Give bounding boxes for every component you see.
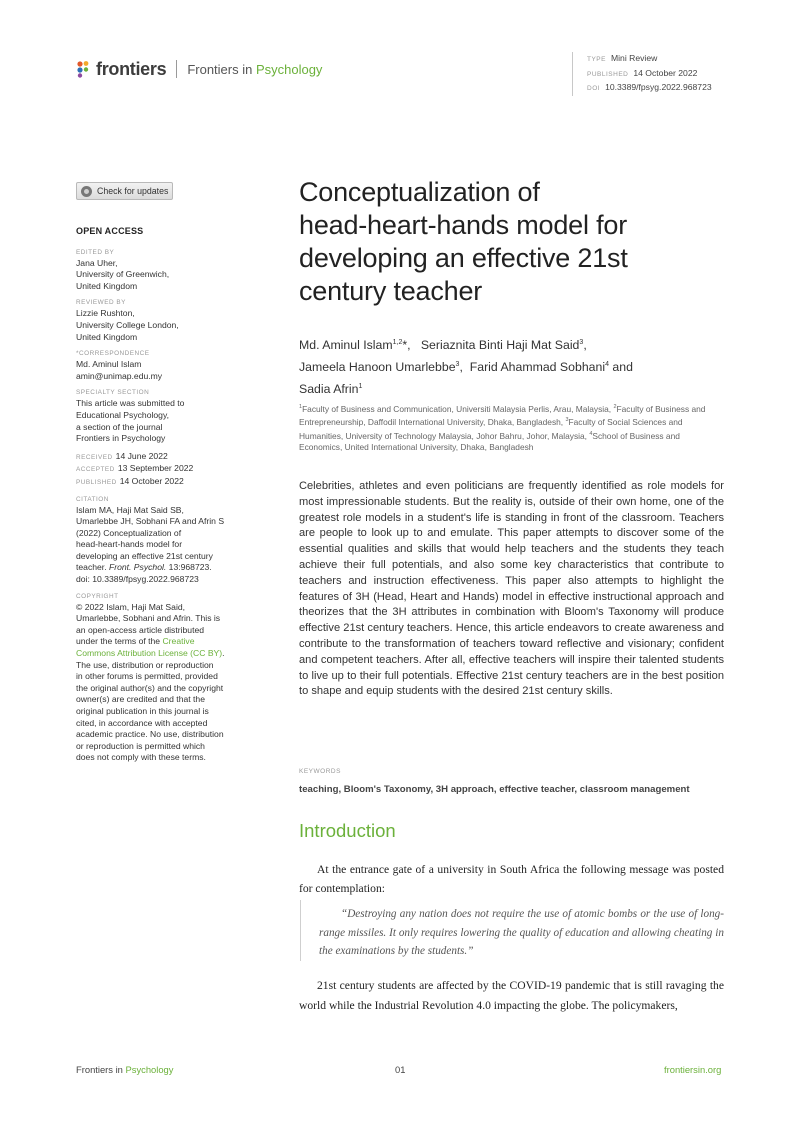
meta-doi-label: DOI <box>587 85 601 92</box>
citation-line: developing an effective 21st century <box>76 550 213 561</box>
author[interactable] <box>299 338 407 352</box>
author-name: Jameela Hanoon Umarlebbe <box>299 360 456 375</box>
article-meta <box>572 52 712 96</box>
meta-type-label: TYPE <box>587 56 606 63</box>
author[interactable] <box>299 360 459 374</box>
title-line: head-heart-hands model for <box>299 210 628 240</box>
crossmark-icon <box>81 186 92 197</box>
correspondence-label: *CORRESPONDENCE <box>76 350 150 358</box>
article-title <box>299 176 739 308</box>
meta-published-label: PUBLISHED <box>587 70 629 78</box>
meta-doi <box>587 81 712 96</box>
citation-label: CITATION <box>76 495 109 503</box>
edited-by <box>76 248 254 293</box>
open-access-label: OPEN ACCESS <box>76 226 144 236</box>
title-line: Conceptualization of <box>299 177 540 207</box>
quote-text: “Destroying any nation does not require the use of atomic bombs or the use of long-range missiles. It only requires lowering the quality of education and allowing cheating in the examinations by the students.” <box>319 908 724 957</box>
footer-journal-field: Psychology <box>125 1064 174 1075</box>
meta-published <box>587 67 712 82</box>
published-value: 14 October 2022 <box>119 475 184 486</box>
copyright-line: the original author(s) and the copyright <box>76 682 224 693</box>
author-sep: , <box>583 338 587 353</box>
citation-post: 13:968723. <box>166 562 212 573</box>
article-dates <box>76 451 254 489</box>
editor-line: Jana Uher, <box>76 257 118 268</box>
author[interactable] <box>421 338 583 352</box>
accepted-label: ACCEPTED <box>76 466 115 474</box>
journal-logo <box>75 58 322 80</box>
accepted-date <box>76 463 254 476</box>
specialty-line: Frontiers in Psychology <box>76 433 166 444</box>
affiliation: Faculty of Business and Entrepreneurship, Daffodil International University, Dhaka, Bangladesh, <box>299 403 706 428</box>
sidebar <box>76 226 254 766</box>
citation-line: head-heart-hands model for <box>76 539 183 550</box>
received-label: RECEIVED <box>76 453 113 461</box>
author[interactable] <box>299 382 362 396</box>
specialty-line: This article was submitted to <box>76 398 185 409</box>
copyright-line: in other forums is permitted, provided <box>76 671 218 682</box>
author-affil-sup: 4 <box>605 361 609 369</box>
affil-sup: 1 <box>299 404 303 410</box>
citation-line: Umarlebbe JH, Sobhani FA and Afrin S <box>76 516 225 527</box>
body-paragraph: 21st century students are affected by the COVID-19 pandemic that is still ravaging the world while the Industrial Revolution 4.0 impacting the globe. The policymakers, <box>299 979 724 1012</box>
license-link[interactable]: Commons Attribution License (CC BY) <box>76 648 223 659</box>
check-for-updates-label: Check for updates <box>97 186 169 196</box>
received-date <box>76 451 254 464</box>
citation-line: Islam MA, Haji Mat Said SB, <box>76 504 184 515</box>
author-name: Seriaznita Binti Haji Mat Said <box>420 338 580 353</box>
page-number: 01 <box>395 1064 406 1075</box>
journal-field: Psychology <box>255 61 323 77</box>
body-paragraph: At the entrance gate of a university in South Africa the following message was posted for contemplation: <box>299 863 724 895</box>
footer-journal <box>76 1064 173 1075</box>
specialty-section <box>76 388 254 444</box>
affil-sup: 2 <box>613 404 617 410</box>
specialty-line: a section of the journal <box>76 421 163 432</box>
section-heading-introduction: Introduction <box>299 820 396 841</box>
correspondence <box>76 349 254 382</box>
citation-pre: teacher. <box>76 562 109 573</box>
reviewer-line: Lizzie Rushton, <box>76 308 135 319</box>
author-affil-sup: 1 <box>358 383 363 391</box>
affiliation: Faculty of Social Sciences and Humanities, University of Technology Malaysia, Johor Bahru, Johor, Malaysia, <box>299 417 683 441</box>
meta-type <box>587 52 712 67</box>
affil-sup: 3 <box>565 417 569 424</box>
author-list <box>299 333 729 399</box>
meta-published-value: 14 October 2022 <box>633 67 698 78</box>
copyright-text: . <box>222 648 225 659</box>
received-value: 14 June 2022 <box>115 450 168 461</box>
footer-site-link[interactable]: frontiersin.org <box>664 1064 722 1075</box>
copyright-line: The use, distribution or reproduction <box>76 659 214 670</box>
blockquote <box>300 900 724 961</box>
published-label: PUBLISHED <box>76 478 117 486</box>
author-sep: , <box>459 360 467 375</box>
copyright-line: owner(s) are credited and that the <box>76 694 205 705</box>
license-link[interactable]: Creative <box>162 636 195 647</box>
citation-line <box>76 562 254 574</box>
specialty-line: Educational Psychology, <box>76 409 169 420</box>
journal-name <box>187 62 322 77</box>
author-mark: * <box>402 338 408 353</box>
copyright-line: academic practice. No use, distribution <box>76 729 224 740</box>
reviewer-line: University College London, <box>76 319 179 330</box>
copyright-label: COPYRIGHT <box>76 592 119 600</box>
keywords: teaching, Bloom's Taxonomy, 3H approach, effective teacher, classroom management <box>299 784 690 795</box>
footer-journal-prefix: Frontiers in <box>76 1064 126 1075</box>
copyright-line: an open-access article distributed <box>76 624 205 635</box>
copyright-line <box>76 636 254 648</box>
logo-divider <box>176 60 177 78</box>
copyright-line: cited, in accordance with accepted <box>76 717 208 728</box>
keywords-label: KEYWORDS <box>299 768 341 775</box>
copyright-line: © 2022 Islam, Haji Mat Said, <box>76 601 186 612</box>
copyright-line: Umarlebbe, Sobhani and Afrin. This is <box>76 613 221 624</box>
citation-doi[interactable]: doi: 10.3389/fpsyg.2022.968723 <box>76 574 199 585</box>
title-line: developing an effective 21st <box>299 243 628 273</box>
reviewed-by <box>76 298 254 343</box>
author-affil-sup: 3 <box>455 361 460 369</box>
author-sep: and <box>608 360 633 375</box>
journal-prefix: Frontiers in <box>187 61 256 77</box>
citation-line: (2022) Conceptualization of <box>76 527 182 538</box>
affil-sup: 4 <box>589 430 593 437</box>
affiliation: Faculty of Business and Communication, Universiti Malaysia Perlis, Arau, Malaysia, <box>302 403 614 414</box>
edited-by-label: EDITED BY <box>76 248 115 256</box>
reviewed-by-label: REVIEWED BY <box>76 299 126 307</box>
author-name: Md. Aminul Islam <box>299 338 393 353</box>
affiliation: School of Business and Economics, United International University, Dhaka, Bangladesh <box>299 430 680 452</box>
affiliations <box>299 402 724 453</box>
reviewer-line: United Kingdom <box>76 331 138 342</box>
author-name: Sadia Afrin <box>299 382 359 397</box>
author-name: Farid Ahammad Sobhani <box>469 360 606 375</box>
editor-line: United Kingdom <box>76 280 138 291</box>
citation-journal: Front. Psychol. <box>108 562 167 573</box>
copyright-text: under the terms of the <box>76 636 163 647</box>
author[interactable] <box>470 360 609 374</box>
copyright-line: original publication in this journal is <box>76 706 209 716</box>
correspondent-email[interactable]: amin@unimap.edu.my <box>76 370 163 381</box>
accepted-value: 13 September 2022 <box>117 463 194 474</box>
published-date <box>76 476 254 489</box>
title-line: century teacher <box>299 276 483 306</box>
meta-type-value: Mini Review <box>610 53 658 63</box>
copyright-line: or reproduction is permitted which <box>76 740 205 751</box>
author-affil-sup: 1,2 <box>392 339 403 346</box>
logo-wordmark: frontiers <box>96 58 167 79</box>
copyright-line: does not comply with these terms. <box>76 752 206 763</box>
doi-link[interactable]: 10.3389/fpsyg.2022.968723 <box>605 82 712 92</box>
editor-line: University of Greenwich, <box>76 269 170 280</box>
abstract: Celebrities, athletes and even politicians are frequently identified as role models for most impressionable students. But the reality is, outside of their own home, one of the greatest role models in a student's life is standing in front of the classroom. Teachers are people to look up to and emulate. This paper attempts to discover some of the essential qualities and skills that would help teachers and the students they teach achieve their full potentials, and also some key characteristics that contribute to teachers and instruction effectiveness. This paper also attempts to highlight the features of 3H (Head, Heart and Hands) model in effective instructional approach and theorizes that the 3H attributes in combination with Bloom's Taxonomy will produce effective 21st century teachers. Hence, this article endeavors to create awareness and contribute to the transformation of teachers toward reflective and visionary; confident and competent teachers. After all, effective teachers will inspire their talented students to live up to their full potentials. Effective 21st century teachers are in the best position to shape and equip students with the desired 21st century skills. <box>299 480 724 698</box>
author-affil-sup: 3 <box>579 339 584 346</box>
check-for-updates-button[interactable] <box>76 182 173 200</box>
frontiers-logo-icon <box>75 60 93 78</box>
copyright <box>76 592 254 764</box>
copyright-line <box>76 648 254 660</box>
specialty-label: SPECIALTY SECTION <box>76 389 150 397</box>
citation <box>76 495 254 586</box>
author-sep: , <box>407 338 418 353</box>
correspondent-name: Md. Aminul Islam <box>76 359 142 370</box>
